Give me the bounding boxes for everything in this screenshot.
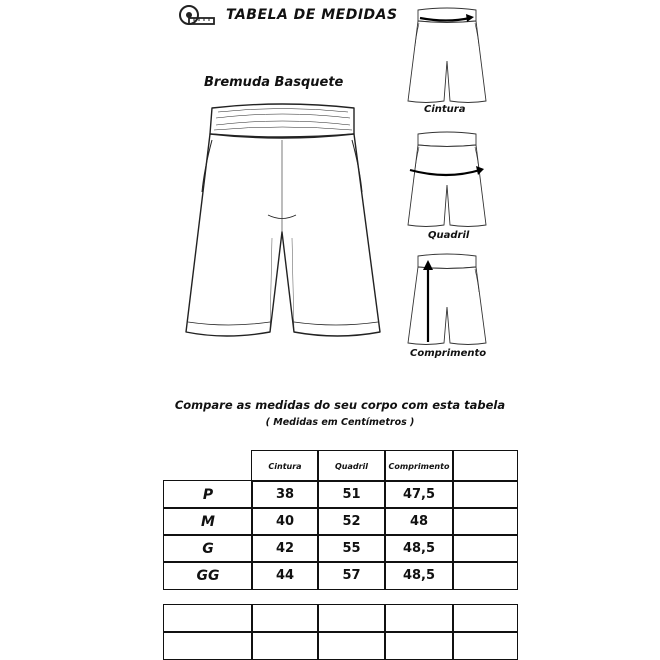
size-label <box>163 631 253 660</box>
quadril-value: 55 <box>317 534 386 563</box>
measuring-tape-icon <box>178 4 216 26</box>
table-row <box>163 534 518 563</box>
comprimento-value <box>384 631 454 660</box>
shorts-illustration <box>178 100 388 350</box>
quadril-value <box>317 604 386 633</box>
cintura-value: 38 <box>251 480 319 509</box>
extra-value <box>452 534 518 563</box>
extra-value <box>452 604 518 633</box>
cintura-value <box>251 631 319 660</box>
thumbnail-label-comprimento: Comprimento <box>410 348 487 359</box>
cintura-value <box>251 604 319 633</box>
thumbnail-quadril <box>404 130 490 230</box>
thumbnail-cintura <box>404 6 490 106</box>
quadril-value: 52 <box>317 507 386 536</box>
quadril-value <box>317 631 386 660</box>
table-row <box>163 561 518 590</box>
column-header-cintura: Cintura <box>251 450 319 482</box>
comprimento-value: 47,5 <box>384 480 454 509</box>
page-title: TABELA DE MEDIDAS <box>226 7 398 23</box>
column-header-extra <box>452 450 518 482</box>
extra-value <box>452 631 518 660</box>
column-header-comprimento: Comprimento <box>384 450 454 482</box>
product-title: Bremuda Basquete <box>204 75 344 90</box>
table-row <box>163 480 518 509</box>
cintura-value: 42 <box>251 534 319 563</box>
comprimento-value <box>384 604 454 633</box>
compare-instructions: Compare as medidas do seu corpo com esta tabela <box>174 398 506 412</box>
size-label <box>163 604 253 633</box>
table-row <box>163 507 518 536</box>
comprimento-value: 48,5 <box>384 534 454 563</box>
quadril-value: 57 <box>317 561 386 590</box>
cintura-value: 40 <box>251 507 319 536</box>
extra-value <box>452 507 518 536</box>
extra-value <box>452 561 518 590</box>
size-label: M <box>163 507 253 536</box>
size-label: G <box>163 534 253 563</box>
comprimento-value: 48 <box>384 507 454 536</box>
quadril-value: 51 <box>317 480 386 509</box>
size-label: GG <box>163 561 253 590</box>
thumbnail-label-quadril: Quadril <box>428 230 470 241</box>
comprimento-value: 48,5 <box>384 561 454 590</box>
cintura-value: 44 <box>251 561 319 590</box>
thumbnail-label-cintura: Cintura <box>424 104 466 115</box>
thumbnail-comprimento <box>404 252 490 348</box>
units-note: ( Medidas em Centímetros ) <box>265 417 415 428</box>
table-row <box>163 631 518 660</box>
size-label: P <box>163 480 253 509</box>
extra-value <box>452 480 518 509</box>
column-header-quadril: Quadril <box>317 450 386 482</box>
table-row <box>163 604 518 633</box>
